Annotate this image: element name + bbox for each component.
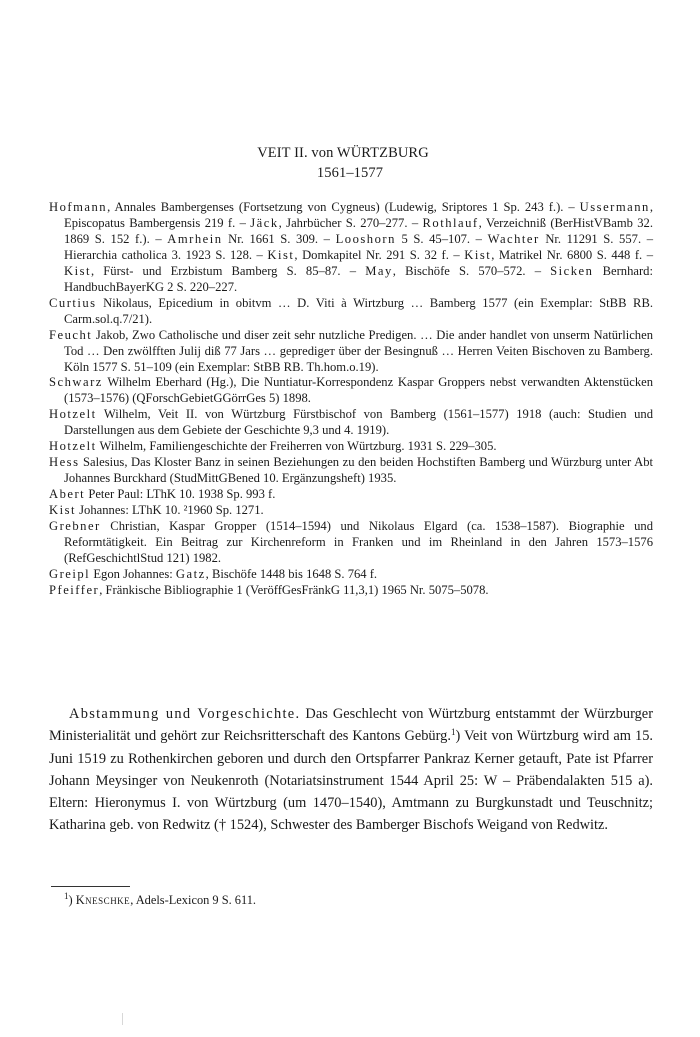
cited-author: Grebner [49,519,101,534]
footnote-reference[interactable]: 1 [450,727,456,738]
citation-text: Jakob, Zwo Catholische und diser zeit sehr nutzliche Predigen. … Die ander handlet von unserm Natürlichen Tod … Den zwölfften Julij diß 77 Jars … gepredigет über der Besingnuß … Herren Veiten Bischoven zu Bamberg. Köln 1577 S. 51–109 (ein Exemplar: StBB RB. Th.hom.o.19). [64,327,653,374]
section-heading: Abstammung und Vorgeschichte. [69,706,301,722]
cited-author: Gatz [175,566,206,581]
cited-author: May [365,263,393,278]
citation-text: , Jahrbücher S. 270–277. – [278,215,423,230]
paragraph-text: Das Geschlecht von Würtzburg entstammt der Würzburger Ministerialität und gehört zur Reichsritterschaft des Kantons Gebürg. [49,706,653,745]
cited-author: Kist [464,247,492,262]
citation-text: , Annales Bambergenses (Fortsetzung von Cygneus) (Ludewig, Sriptores 1 Sp. 243 f.). – [107,200,580,214]
cited-author: Kist [64,263,91,278]
citation-text: , Verzeichniß (BerHistVBamb 32. 1869 S. 152 f.). – [64,215,654,246]
citation-text: Wilhelm Eberhard (Hg.), Die Nuntiatur-Korrespondenz Kaspar Groppers nebst verwandten Aktenstücken (1573–1576) (QForschGebietGGörrGes 5) 1898. [64,375,653,406]
citation-text: 5 S. 45–107. – [395,231,488,246]
cited-author: Amrhein [167,231,223,246]
footnote-divider [51,886,130,887]
cited-author: Kist [49,503,76,518]
episcopate-years: 1561–1577 [316,165,384,181]
page-title: VEIT II. von WÜRTZBURG [257,145,429,161]
paragraph-text-continued: ) Veit von Würtzburg wird am 15. Juni 1519 zu Rothenkirchen geboren und durch den Ortspfarrer Pankraz Kerner getauft, Pate ist Pfarrer Johann Meysinger von Neukenroth (Notariatsinstrument 1544 April 25: W – Präbendalakten 515 a). Eltern: Hieronymus I. von Würtzburg (um 1470–1540), Amtmann zu Burgkunstadt und Teuschnitz; Katharina geb. von Redwitz († 1524), Schwester des Bamberger Bischofs Weigand von Redwitz. [49,728,653,834]
cited-author: Hotzelt [49,439,97,454]
citation-text: , Matrikel Nr. 6800 S. 448 f. – [491,247,654,262]
cited-author: Wachter [487,231,540,246]
bibliography-entry [49,375,653,407]
citation-text: Johannes: LThK 10. ²1960 Sp. 1271. [76,503,264,518]
bibliography-entry [49,567,653,583]
bibliography-entry [49,328,653,376]
cited-author: Greipl [49,566,91,581]
main-text [49,703,653,837]
citation-text: Peter Paul: LThK 10. 1938 Sp. 993 f. [85,487,276,502]
citation-text: Egon Johannes: [90,566,176,581]
cited-author: Looshorn [335,231,396,246]
bibliography-entry [49,407,653,439]
citation-text: , Fränkische Bibliographie 1 (VeröffGesFränkG 11,3,1) 1965 Nr. 5075–5078. [99,582,489,597]
cited-author: Hotzelt [49,407,97,422]
citation-text: Christian, Kaspar Gropper (1514–1594) und Nikolaus Elgard (ca. 1538–1587). Biographie und Reformtätigkeit. Ein Beitrag zur Kirchenreform in Franken und im Rheinland in den Jahren 1573–1576 (RefGeschichtlStud 121) 1982. [64,519,653,565]
bibliography-entry [49,455,653,487]
bibliography-entry [49,296,653,328]
citation-text: Nr. 11291 S. 557. – Hierarchia catholica 3. 1923 S. 128. – [64,231,653,262]
footnote: $^1$) Kneschke, Adels-Lexicon 9 S. 611. [64,891,257,907]
bibliography-entry [49,503,653,519]
page-mark [122,1013,123,1025]
citation-text: Salesius, Das Kloster Banz in seinen Beziehungen zu den beiden Hochstiften Bamberg und Würzburg unter Abt Johannes Burckhard (StudMittGBened 10. Ergänzungsheft) 1935. [64,455,653,486]
citation-text: , Bischöfe S. 570–572. – [392,263,551,278]
citation-text: Nr. 1661 S. 309. – [222,231,336,246]
citation-text: Wilhelm, Familiengeschichte der Freiherren von Würtzburg. 1931 S. 229–305. [96,439,497,454]
citation-text: Wilhelm, Veit II. von Würtzburg Fürstbischof von Bamberg (1561–1577) 1918 (auch: Studien und Darstellungen aus dem Gebiete der Geschichte 9,3 und 4. 1919). [64,407,653,438]
bibliography-entry [49,487,653,503]
citation-text: , Fürst- und Erzbistum Bamberg S. 85–87. – [91,263,366,278]
cited-author: Kist [267,247,295,262]
citation-text: , Episcopatus Bambergensis 219 f. – [64,200,653,230]
footnote-text: , Adels-Lexicon 9 S. 611. [130,893,257,907]
cited-author: Hofmann [49,200,108,214]
cited-author: Feucht [49,327,93,342]
cited-author: Jäck [250,215,279,230]
cited-author: Sicken [550,263,594,278]
bibliography-entry [49,519,653,567]
footnote-number: 1 [64,891,69,901]
cited-author: Rothlauf [422,215,479,230]
citation-text: Bernhard: HandbuchBayerKG 2 S. 220–227. [64,263,653,294]
bibliography [49,200,653,599]
citation-text: Nikolaus, Epicedium in obitvm … D. Viti à Wirtzburg … Bamberg 1577 (ein Exemplar: StBB RB. Carm.sol.q.7/21). [64,295,653,326]
cited-author: Pfeiffer [49,582,100,597]
cited-author: Hess [49,455,80,470]
citation-text: , Domkapitel Nr. 291 S. 32 f. – [294,247,465,262]
paragraph [49,703,653,837]
footnote-author: Kneschke [75,893,131,907]
citation-text: , Bischöfe 1448 bis 1648 S. 764 f. [205,566,378,581]
page-heading [0,143,700,183]
cited-author: Schwarz [49,375,103,390]
bibliography-entry [49,439,653,455]
cited-author: Curtius [49,295,97,310]
bibliography-entry [49,583,653,599]
bibliography-entry [49,200,653,296]
cited-author: Abert [49,487,86,502]
cited-author: Ussermann [579,200,650,214]
